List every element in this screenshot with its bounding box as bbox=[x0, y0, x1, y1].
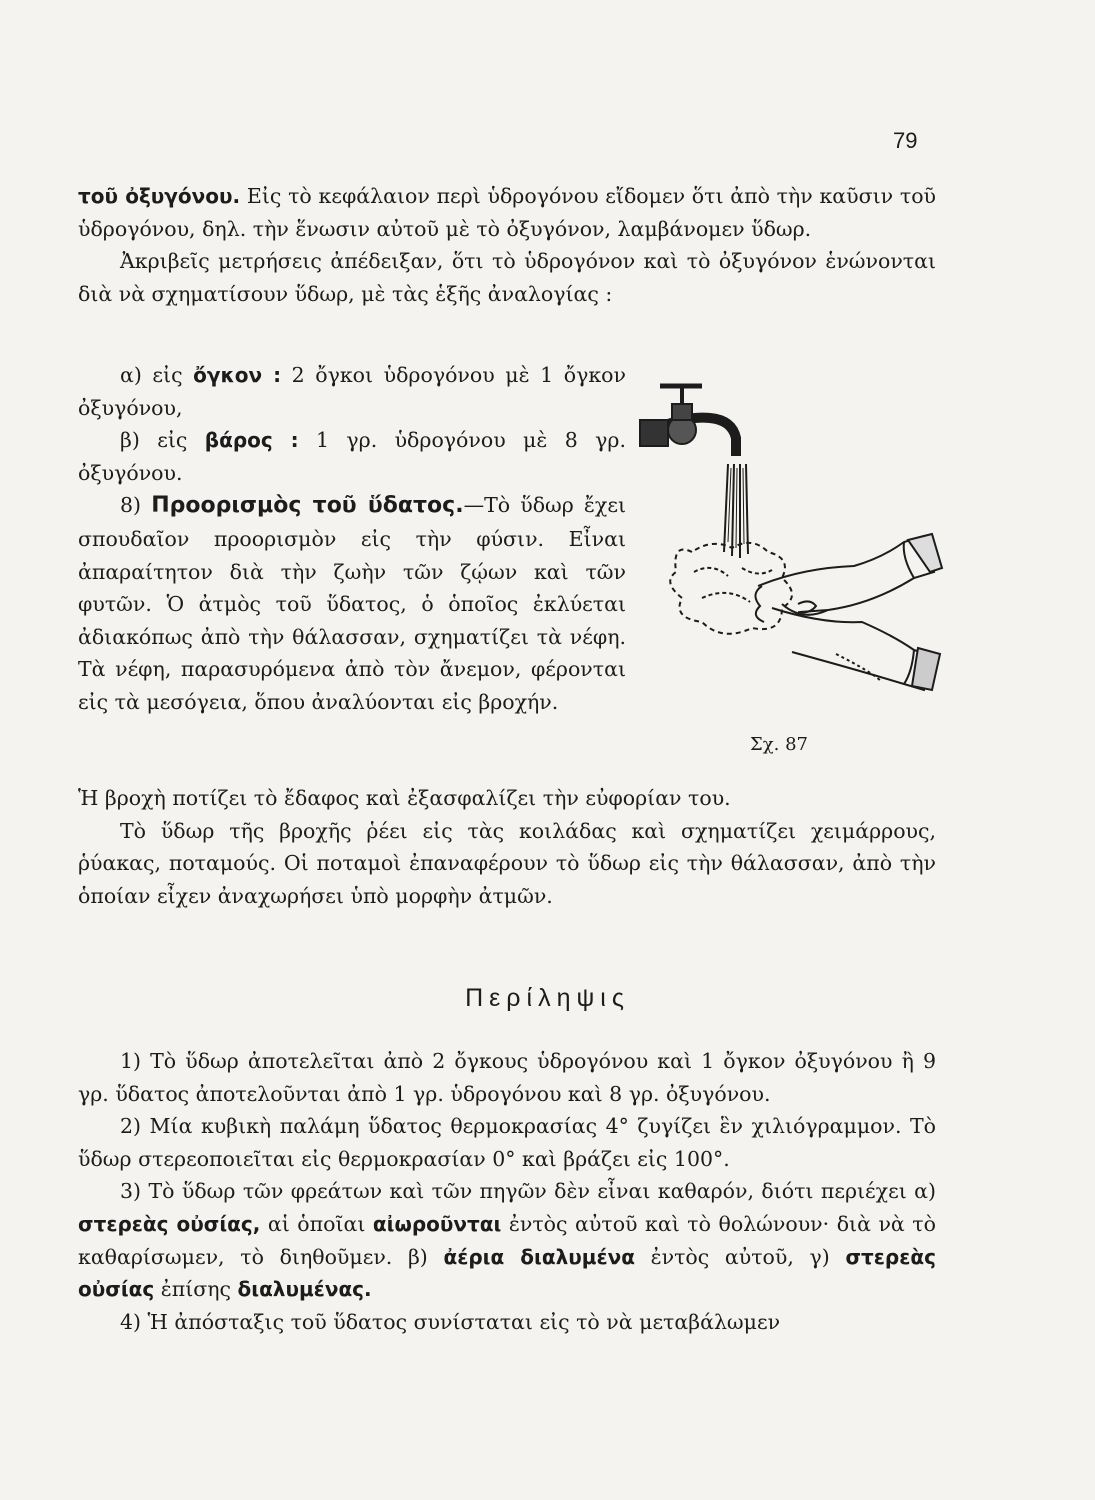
summary-3 bbox=[78, 1175, 936, 1305]
section-8-number: 8) bbox=[120, 493, 152, 518]
summary-3-text-d: ἐντὸς αὐτοῦ, γ) bbox=[634, 1244, 846, 1269]
ratio-a bbox=[78, 359, 626, 424]
ratio-b-bold: βάρος : bbox=[204, 428, 299, 453]
page-number: 79 bbox=[893, 128, 918, 153]
section-8-paragraph bbox=[78, 489, 626, 718]
summary-3-bold-1: στερεὰς οὐσίας, bbox=[78, 1211, 261, 1236]
summary-title: Περίληψις bbox=[465, 984, 630, 1012]
measurements-paragraph: Ἀκριβεῖς μετρήσεις ἀπέδειξαν, ὅτι τὸ ὑδρογόνον καὶ τὸ ὀξυγόνον ἑνώνονται διὰ νὰ σχηματίσουν ὕδωρ, μὲ τὰς ἑξῆς ἀναλογίας : bbox=[78, 249, 936, 306]
summary-3-text-b: αἱ ὁποῖαι bbox=[260, 1211, 373, 1236]
summary-block bbox=[78, 1045, 936, 1338]
narrow-column bbox=[78, 359, 626, 719]
ratio-b bbox=[78, 424, 626, 489]
summary-3-text-e: ἐπίσης bbox=[154, 1277, 238, 1302]
ratio-b-prefix: β) εἰς bbox=[120, 428, 205, 453]
summary-3-bold-2: αἰωροῦνται bbox=[372, 1211, 502, 1236]
faucet-hands-illustration bbox=[632, 372, 952, 732]
summary-3-bold-3: ἀέρια διαλυμένα bbox=[443, 1244, 635, 1269]
intro-paragraph bbox=[78, 180, 936, 245]
section-8-title: Προορισμὸς τοῦ ὕδατος. bbox=[151, 493, 464, 519]
intro-bold: τοῦ ὀξυγόνου. bbox=[78, 184, 241, 208]
summary-1: 1) Τὸ ὕδωρ ἀποτελεῖται ἀπὸ 2 ὄγκους ὑδρογόνου καὶ 1 ὄγκον ὀξυγόνου ἢ 9 γρ. ὕδατος ἀποτελοῦνται ἀπὸ 1 γρ. ὑδρογόνου καὶ 8 γρ. ὀξυγόνου. bbox=[78, 1049, 936, 1106]
ratio-a-prefix: α) εἰς bbox=[120, 363, 194, 387]
summary-3-text-a: 3) Τὸ ὕδωρ τῶν φρεάτων καὶ τῶν πηγῶν δὲν εἶναι καθαρόν, διότι περιέχει α) bbox=[120, 1179, 936, 1204]
summary-3-bold-4: στερεὰς οὐσίας bbox=[78, 1244, 936, 1302]
figure-caption: Σχ. 87 bbox=[750, 734, 808, 755]
lower-block bbox=[78, 782, 936, 912]
summary-3-bold-5: διαλυμένας. bbox=[237, 1277, 372, 1302]
rain-paragraph: Τὸ ὕδωρ τῆς βροχῆς ῥέει εἰς τὰς κοιλάδας καὶ σχηματίζει χειμάρρους, ῥύακας, ποταμούς. Οἱ ποταμοὶ ἐπαναφέρουν τὸ ὕδωρ εἰς τὴν θάλασσαν, ἀπὸ τὴν ὁποίαν εἶχεν ἀναχωρήσει ὑπὸ μορφὴν ἀτμῶν. bbox=[78, 818, 936, 908]
intro-block bbox=[78, 180, 936, 310]
summary-2: 2) Μία κυβικὴ παλάμη ὕδατος θερμοκρασίας 4° ζυγίζει ἓν χιλιόγραμμον. Τὸ ὕδωρ στερεοποιεῖται εἰς θερμοκρασίαν 0° καὶ βράζει εἰς 100°. bbox=[78, 1114, 936, 1171]
ratio-a-text: 2 ὄγκοι ὑδρογόνου μὲ 1 ὄγκον ὀξυγόνου, bbox=[78, 363, 626, 420]
intro-text: Εἰς τὸ κεφάλαιον περὶ ὑδρογόνου εἴδομεν ὅτι ἀπὸ τὴν καῦσιν τοῦ ὑδρογόνου, δηλ. τὴν ἕνωσιν αὐτοῦ μὲ τὸ ὀξυγόνον, λαμβάνομεν ὕδωρ. bbox=[78, 184, 936, 241]
summary-4: 4) Ἡ ἀπόσταξις τοῦ ὕδατος συνίσταται εἰς τὸ νὰ μεταβάλωμεν bbox=[120, 1309, 781, 1334]
section-8-text: —Τὸ ὕδωρ ἔχει σπουδαῖον προορισμὸν εἰς τὴν φύσιν. Εἶναι ἀπαραίτητον διὰ τὴν ζωὴν τῶν ζῴων καὶ τῶν φυτῶν. Ὁ ἀτμὸς τοῦ ὕδατος, ὁ ὁποῖος ἐκλύεται ἀδιακόπως ἀπὸ τὴν θάλασσαν, σχηματίζει τὰ νέφη. Τὰ νέφη, παρασυρόμενα ἀπὸ τὸν ἄνεμον, φέρονται εἰς τὰ μεσόγεια, ὅπου ἀναλύονται εἰς βροχήν. bbox=[78, 493, 627, 714]
summary-3-text-c: ἐντὸς αὐτοῦ καὶ τὸ θολώνουν· διὰ νὰ τὸ καθαρίσωμεν, τὸ διηθοῦμεν. β) bbox=[78, 1211, 936, 1269]
section-8-continuation: Ἡ βροχὴ ποτίζει τὸ ἔδαφος καὶ ἐξασφαλίζει τὴν εὐφορίαν του. bbox=[78, 786, 731, 810]
ratio-b-text: 1 γρ. ὑδρογόνου μὲ 8 γρ. ὀξυγόνου. bbox=[78, 428, 626, 485]
ratio-a-bold: ὄγκον : bbox=[193, 363, 282, 387]
